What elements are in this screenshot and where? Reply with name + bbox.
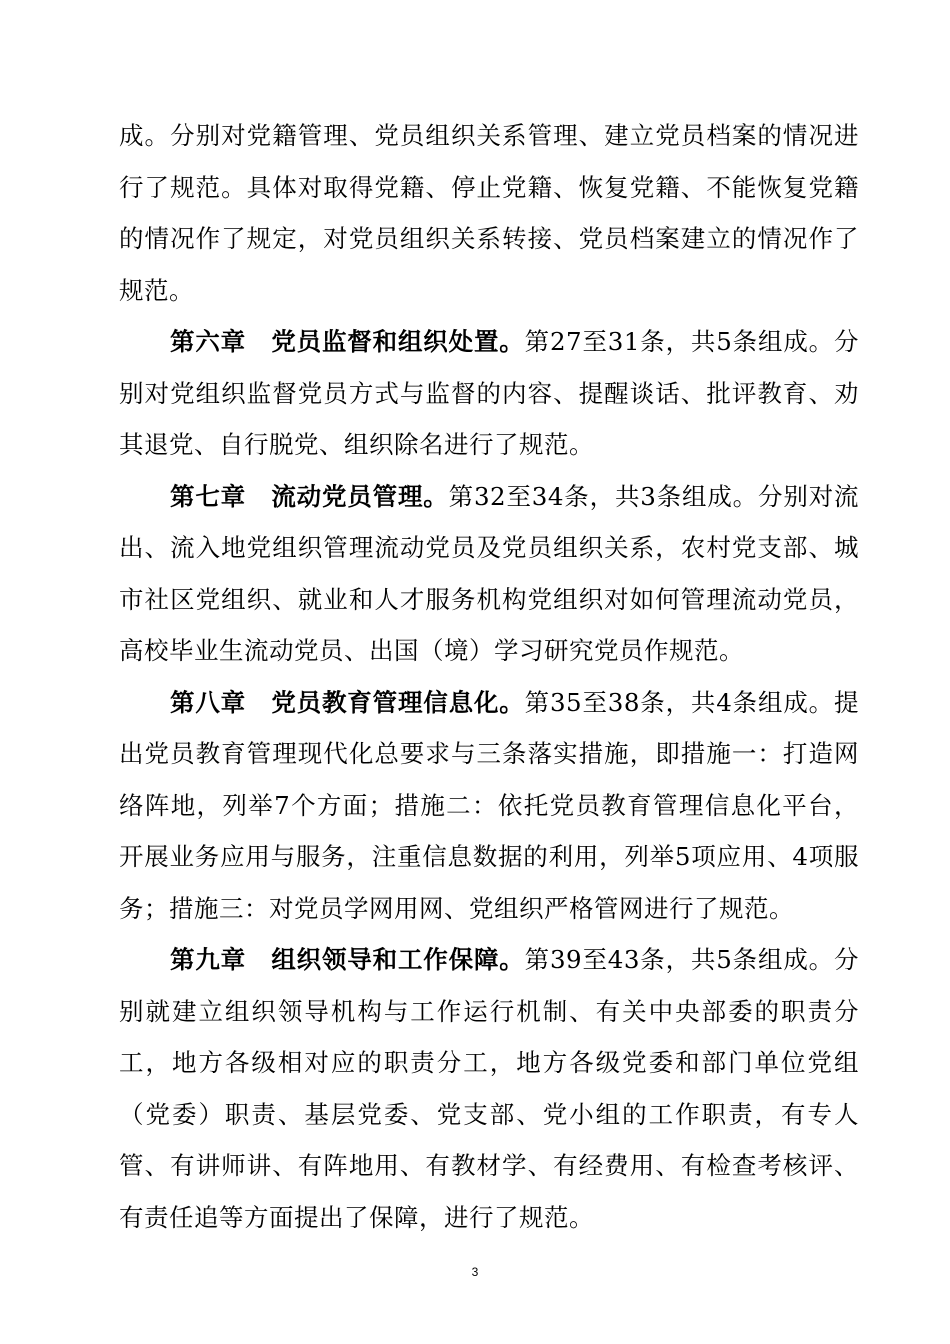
- chapter-6-text: 第27至31条，共5条组成。分别对党组织监督党员方式与监督的内容、提醒谈话、批评教育、劝其退党、自行脱党、组织除名进行了规范。: [119, 327, 859, 459]
- paragraph-1-text: 成。分别对党籍管理、党员组织关系管理、建立党员档案的情况进行了规范。具体对取得党籍、停止党籍、恢复党籍、不能恢复党籍的情况作了规定，对党员组织关系转接、党员档案建立的情况作了规范。: [119, 121, 859, 305]
- chapter-7-text: 第32至34条，共3条组成。分别对流出、流入地党组织管理流动党员及党员组织关系，农村党支部、城市社区党组织、就业和人才服务机构党组织对如何管理流动党员，高校毕业生流动党员、出国（境）学习研究党员作规范。: [119, 481, 860, 665]
- chapter-9-text: 第39至43条，共5条组成。分别就建立组织领导机构与工作运行机制、有关中央部委的职责分工，地方各级相对应的职责分工，地方各级党委和部门单位党组（党委）职责、基层党委、党支部、党小组的工作职责，有专人管、有讲师讲、有阵地用、有教材学、有经费用、有检查考核评、有责任追等方面提出了保障，进行了规范。: [119, 945, 859, 1232]
- document-body: [119, 110, 859, 1243]
- paragraph-1: [119, 110, 859, 316]
- page-number: 3: [471, 1265, 479, 1279]
- paragraph-chapter-9: [119, 934, 859, 1243]
- chapter-7-heading: 第七章 流动党员管理。: [170, 481, 449, 511]
- chapter-6-heading: 第六章 党员监督和组织处置。: [170, 327, 525, 356]
- chapter-9-heading: 第九章 组织领导和工作保障。: [170, 945, 525, 974]
- chapter-8-heading: 第八章 党员教育管理信息化。: [170, 687, 525, 717]
- paragraph-chapter-7: [119, 471, 859, 677]
- paragraph-chapter-6: [119, 316, 859, 471]
- chapter-8-text: 第35至38条，共4条组成。提出党员教育管理现代化总要求与三条落实措施，即措施一：打造网络阵地，列举7个方面；措施二：依托党员教育管理信息化平台，开展业务应用与服务，注重信息数据的利用，列举5项应用、4项服务；措施三：对党员学网用网、党组织严格管网进行了规范。: [119, 687, 859, 923]
- paragraph-chapter-8: [119, 677, 859, 935]
